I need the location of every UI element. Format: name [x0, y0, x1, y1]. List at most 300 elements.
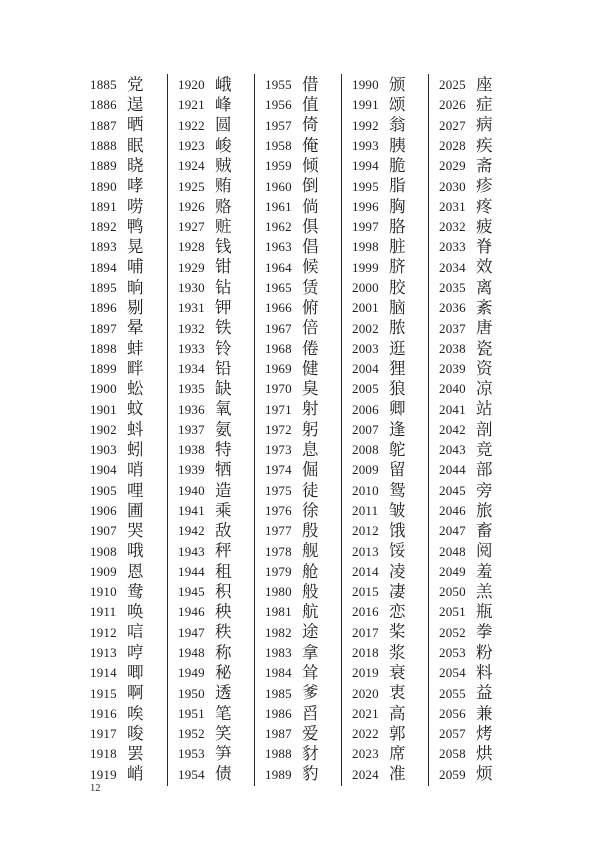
entry-number: 2051 [439, 604, 466, 620]
entry-character: 益 [476, 683, 493, 703]
table-row [342, 339, 428, 359]
table-row [80, 400, 167, 420]
entry-character: 粉 [476, 642, 493, 662]
entry-number: 1895 [90, 279, 117, 295]
entry-number: 2012 [352, 523, 379, 539]
entry-number: 1896 [90, 300, 117, 316]
table-row [255, 440, 341, 460]
entry-number: 2038 [439, 340, 466, 356]
entry-character: 蚓 [127, 439, 144, 459]
entry-character: 效 [476, 257, 493, 277]
entry-number: 2019 [352, 665, 379, 681]
entry-character: 脐 [389, 257, 406, 277]
entry-character: 逢 [389, 419, 406, 439]
table-row [80, 440, 167, 460]
entry-number: 1998 [352, 239, 379, 255]
entry-character: 氨 [215, 419, 232, 439]
entry-character: 徐 [302, 500, 319, 520]
entry-number: 1983 [265, 645, 292, 661]
entry-number: 1967 [265, 320, 292, 336]
table-row [429, 481, 515, 501]
entry-number: 2056 [439, 705, 466, 721]
entry-number: 1904 [90, 462, 117, 478]
table-row [255, 724, 341, 744]
entry-number: 1893 [90, 239, 117, 255]
table-row [342, 724, 428, 744]
table-row [342, 379, 428, 399]
entry-number: 2000 [352, 279, 379, 295]
entry-character: 衷 [389, 683, 406, 703]
table-row [168, 683, 254, 703]
entry-number: 1888 [90, 137, 117, 153]
table-row [255, 95, 341, 115]
entry-number: 1931 [178, 300, 205, 316]
table-row [168, 521, 254, 541]
table-row [255, 481, 341, 501]
entry-character: 钾 [215, 297, 232, 317]
entry-number: 1919 [90, 766, 117, 782]
table-row [342, 501, 428, 521]
entry-character: 剔 [127, 297, 144, 317]
entry-character: 躬 [302, 419, 319, 439]
table-row [255, 683, 341, 703]
table-row [342, 481, 428, 501]
entry-character: 旅 [476, 500, 493, 520]
entry-character: 晓 [127, 156, 144, 176]
table-row [255, 136, 341, 156]
entry-number: 2018 [352, 645, 379, 661]
table-row [342, 176, 428, 196]
entry-character: 哦 [127, 541, 144, 561]
table-row [429, 765, 515, 785]
table-row [429, 643, 515, 663]
table-row [342, 156, 428, 176]
entry-number: 1993 [352, 137, 379, 153]
entry-character: 病 [476, 115, 493, 135]
entry-character: 逛 [389, 338, 406, 358]
entry-character: 铁 [215, 318, 232, 338]
entry-number: 1945 [178, 584, 205, 600]
entry-number: 2002 [352, 320, 379, 336]
entry-number: 1946 [178, 604, 205, 620]
entry-number: 1968 [265, 340, 292, 356]
page-number: 12 [90, 783, 101, 794]
table-row [429, 298, 515, 318]
entry-character: 氧 [215, 399, 232, 419]
entry-character: 债 [215, 764, 232, 784]
entry-character: 疼 [476, 196, 493, 216]
entry-character: 畔 [127, 358, 144, 378]
table-row [342, 116, 428, 136]
table-row [255, 318, 341, 338]
entry-number: 1929 [178, 259, 205, 275]
entry-number: 1938 [178, 442, 205, 458]
table-row [342, 602, 428, 622]
entry-character: 留 [389, 460, 406, 480]
table-row [255, 602, 341, 622]
entry-number: 2024 [352, 766, 379, 782]
table-row [429, 582, 515, 602]
entry-number: 1989 [265, 766, 292, 782]
table-row [342, 318, 428, 338]
entry-number: 1905 [90, 482, 117, 498]
table-row [255, 116, 341, 136]
entry-character: 胶 [389, 277, 406, 297]
entry-number: 1969 [265, 361, 292, 377]
table-row [342, 136, 428, 156]
entry-character: 铅 [215, 358, 232, 378]
table-row [168, 75, 254, 95]
entry-character: 倒 [302, 176, 319, 196]
entry-character: 凌 [389, 561, 406, 581]
table-row [168, 176, 254, 196]
table-row [255, 400, 341, 420]
entry-number: 2020 [352, 685, 379, 701]
entry-character: 疹 [476, 176, 493, 196]
table-row [168, 136, 254, 156]
table-row [80, 339, 167, 359]
entry-character: 眠 [127, 135, 144, 155]
entry-character: 蚊 [127, 399, 144, 419]
table-row [429, 197, 515, 217]
table-row [168, 582, 254, 602]
entry-character: 赃 [215, 216, 232, 236]
entry-character: 烤 [476, 723, 493, 743]
char-column-1920-1954 [167, 74, 254, 786]
entry-character: 离 [476, 277, 493, 297]
char-column-1990-2024 [341, 74, 428, 786]
entry-character: 剖 [476, 419, 493, 439]
table-row [342, 258, 428, 278]
table-row [80, 359, 167, 379]
table-row [429, 318, 515, 338]
entry-character: 缺 [215, 379, 232, 399]
entry-character: 颂 [389, 95, 406, 115]
table-row [429, 156, 515, 176]
entry-number: 2052 [439, 624, 466, 640]
entry-number: 1950 [178, 685, 205, 701]
table-row [429, 359, 515, 379]
entry-character: 铃 [215, 338, 232, 358]
entry-number: 1901 [90, 401, 117, 417]
table-row [168, 724, 254, 744]
entry-character: 蚣 [127, 379, 144, 399]
table-row [80, 95, 167, 115]
entry-number: 2008 [352, 442, 379, 458]
entry-number: 1909 [90, 563, 117, 579]
entry-number: 2046 [439, 503, 466, 519]
entry-character: 畜 [476, 521, 493, 541]
entry-number: 1925 [178, 178, 205, 194]
entry-number: 1894 [90, 259, 117, 275]
entry-number: 1972 [265, 421, 292, 437]
entry-character: 桨 [389, 622, 406, 642]
entry-number: 1988 [265, 746, 292, 762]
entry-number: 1906 [90, 503, 117, 519]
table-row [342, 562, 428, 582]
entry-character: 竞 [476, 439, 493, 459]
table-row [168, 440, 254, 460]
entry-character: 俺 [302, 135, 319, 155]
entry-number: 2053 [439, 645, 466, 661]
entry-character: 途 [302, 622, 319, 642]
entry-character: 晃 [127, 237, 144, 257]
table-row [168, 197, 254, 217]
entry-number: 1914 [90, 665, 117, 681]
entry-number: 2010 [352, 482, 379, 498]
entry-character: 羞 [476, 561, 493, 581]
table-row [429, 683, 515, 703]
entry-number: 1939 [178, 462, 205, 478]
table-row [429, 602, 515, 622]
entry-character: 脓 [389, 318, 406, 338]
entry-character: 赂 [215, 196, 232, 216]
entry-number: 2006 [352, 401, 379, 417]
table-row [342, 278, 428, 298]
entry-number: 2009 [352, 462, 379, 478]
entry-number: 1913 [90, 645, 117, 661]
entry-character: 臭 [302, 379, 319, 399]
entry-number: 1986 [265, 705, 292, 721]
entry-number: 2054 [439, 665, 466, 681]
table-row [429, 521, 515, 541]
table-row [342, 765, 428, 785]
table-row [342, 420, 428, 440]
character-table [80, 74, 515, 786]
table-row [80, 460, 167, 480]
entry-character: 租 [215, 561, 232, 581]
table-row [80, 623, 167, 643]
entry-character: 值 [302, 95, 319, 115]
entry-number: 2004 [352, 361, 379, 377]
table-row [80, 602, 167, 622]
entry-number: 1999 [352, 259, 379, 275]
entry-number: 1892 [90, 219, 117, 235]
table-row [255, 643, 341, 663]
char-column-1885-1919 [80, 74, 167, 786]
entry-number: 1956 [265, 97, 292, 113]
entry-character: 蚪 [127, 419, 144, 439]
entry-character: 哺 [127, 257, 144, 277]
entry-number: 1987 [265, 726, 292, 742]
entry-character: 翁 [389, 115, 406, 135]
entry-character: 饿 [389, 521, 406, 541]
entry-number: 1932 [178, 320, 205, 336]
table-row [80, 481, 167, 501]
entry-number: 1937 [178, 421, 205, 437]
entry-character: 造 [215, 480, 232, 500]
table-row [255, 623, 341, 643]
entry-character: 唧 [127, 663, 144, 683]
entry-character: 钳 [215, 257, 232, 277]
entry-character: 站 [476, 399, 493, 419]
entry-number: 1908 [90, 543, 117, 559]
table-row [168, 420, 254, 440]
entry-number: 1966 [265, 300, 292, 316]
entry-character: 鸳 [389, 480, 406, 500]
entry-character: 皱 [389, 500, 406, 520]
entry-character: 峭 [127, 764, 144, 784]
table-row [168, 298, 254, 318]
entry-number: 2044 [439, 462, 466, 478]
entry-character: 席 [389, 744, 406, 764]
entry-character: 健 [302, 358, 319, 378]
entry-number: 1924 [178, 158, 205, 174]
entry-character: 般 [302, 581, 319, 601]
entry-character: 脑 [389, 297, 406, 317]
entry-character: 拿 [302, 642, 319, 662]
entry-number: 1963 [265, 239, 292, 255]
entry-character: 爱 [302, 723, 319, 743]
entry-number: 2041 [439, 401, 466, 417]
table-row [80, 379, 167, 399]
table-row [168, 744, 254, 764]
entry-number: 1928 [178, 239, 205, 255]
table-row [255, 75, 341, 95]
table-row [80, 197, 167, 217]
entry-character: 凉 [476, 379, 493, 399]
entry-number: 2011 [352, 503, 379, 519]
table-row [255, 501, 341, 521]
table-row [80, 278, 167, 298]
entry-number: 1943 [178, 543, 205, 559]
entry-number: 2036 [439, 300, 466, 316]
table-row [168, 602, 254, 622]
table-row [168, 704, 254, 724]
entry-character: 峻 [215, 135, 232, 155]
entry-character: 紊 [476, 297, 493, 317]
entry-number: 2013 [352, 543, 379, 559]
entry-number: 1889 [90, 158, 117, 174]
entry-number: 2026 [439, 97, 466, 113]
table-row [429, 278, 515, 298]
entry-character: 俱 [302, 216, 319, 236]
entry-number: 2049 [439, 563, 466, 579]
entry-number: 2037 [439, 320, 466, 336]
table-row [255, 379, 341, 399]
entry-number: 1918 [90, 746, 117, 762]
entry-number: 1978 [265, 543, 292, 559]
entry-character: 倍 [302, 318, 319, 338]
entry-number: 1885 [90, 77, 117, 93]
entry-number: 1899 [90, 361, 117, 377]
table-row [342, 95, 428, 115]
entry-number: 2030 [439, 178, 466, 194]
table-row [429, 237, 515, 257]
entry-number: 1959 [265, 158, 292, 174]
entry-character: 准 [389, 764, 406, 784]
entry-number: 1897 [90, 320, 117, 336]
entry-number: 1977 [265, 523, 292, 539]
entry-number: 1917 [90, 726, 117, 742]
entry-character: 脆 [389, 156, 406, 176]
entry-character: 倔 [302, 460, 319, 480]
entry-number: 1949 [178, 665, 205, 681]
table-row [429, 541, 515, 561]
entry-character: 狼 [389, 379, 406, 399]
char-column-1955-1989 [254, 74, 341, 786]
table-row [80, 704, 167, 724]
table-row [80, 724, 167, 744]
entry-number: 1964 [265, 259, 292, 275]
entry-character: 脂 [389, 176, 406, 196]
entry-character: 圆 [215, 115, 232, 135]
table-row [255, 704, 341, 724]
table-row [255, 562, 341, 582]
entry-character: 透 [215, 683, 232, 703]
entry-number: 2050 [439, 584, 466, 600]
entry-character: 积 [215, 581, 232, 601]
table-row [168, 339, 254, 359]
entry-number: 2003 [352, 340, 379, 356]
table-row [429, 75, 515, 95]
table-row [80, 420, 167, 440]
entry-character: 烦 [476, 764, 493, 784]
entry-number: 1912 [90, 624, 117, 640]
entry-character: 秤 [215, 541, 232, 561]
entry-character: 拳 [476, 622, 493, 642]
entry-character: 峨 [215, 74, 232, 94]
table-row [80, 75, 167, 95]
entry-number: 1953 [178, 746, 205, 762]
char-column-2025-2059 [428, 74, 515, 786]
entry-character: 秩 [215, 622, 232, 642]
table-row [342, 521, 428, 541]
table-row [342, 359, 428, 379]
table-row [168, 379, 254, 399]
entry-character: 哨 [127, 460, 144, 480]
entry-number: 2040 [439, 381, 466, 397]
entry-number: 2001 [352, 300, 379, 316]
table-row [429, 704, 515, 724]
entry-character: 倦 [302, 338, 319, 358]
entry-character: 舱 [302, 561, 319, 581]
entry-number: 1898 [90, 340, 117, 356]
table-row [168, 541, 254, 561]
table-row [342, 643, 428, 663]
entry-number: 2043 [439, 442, 466, 458]
entry-number: 1960 [265, 178, 292, 194]
table-row [80, 136, 167, 156]
entry-number: 1971 [265, 401, 292, 417]
table-row [255, 744, 341, 764]
entry-character: 倡 [302, 237, 319, 257]
table-row [342, 197, 428, 217]
entry-character: 胳 [389, 216, 406, 236]
table-row [168, 400, 254, 420]
table-row [429, 379, 515, 399]
entry-number: 2042 [439, 421, 466, 437]
entry-number: 2039 [439, 361, 466, 377]
table-row [80, 258, 167, 278]
table-row [168, 95, 254, 115]
entry-number: 2022 [352, 726, 379, 742]
table-row [429, 623, 515, 643]
table-row [168, 765, 254, 785]
entry-character: 衰 [389, 663, 406, 683]
entry-character: 恩 [127, 561, 144, 581]
table-row [80, 501, 167, 521]
entry-number: 1990 [352, 77, 379, 93]
entry-number: 1954 [178, 766, 205, 782]
entry-number: 1944 [178, 563, 205, 579]
entry-number: 1922 [178, 117, 205, 133]
entry-character: 浆 [389, 642, 406, 662]
entry-number: 1890 [90, 178, 117, 194]
table-row [255, 765, 341, 785]
table-row [255, 278, 341, 298]
entry-number: 2057 [439, 726, 466, 742]
